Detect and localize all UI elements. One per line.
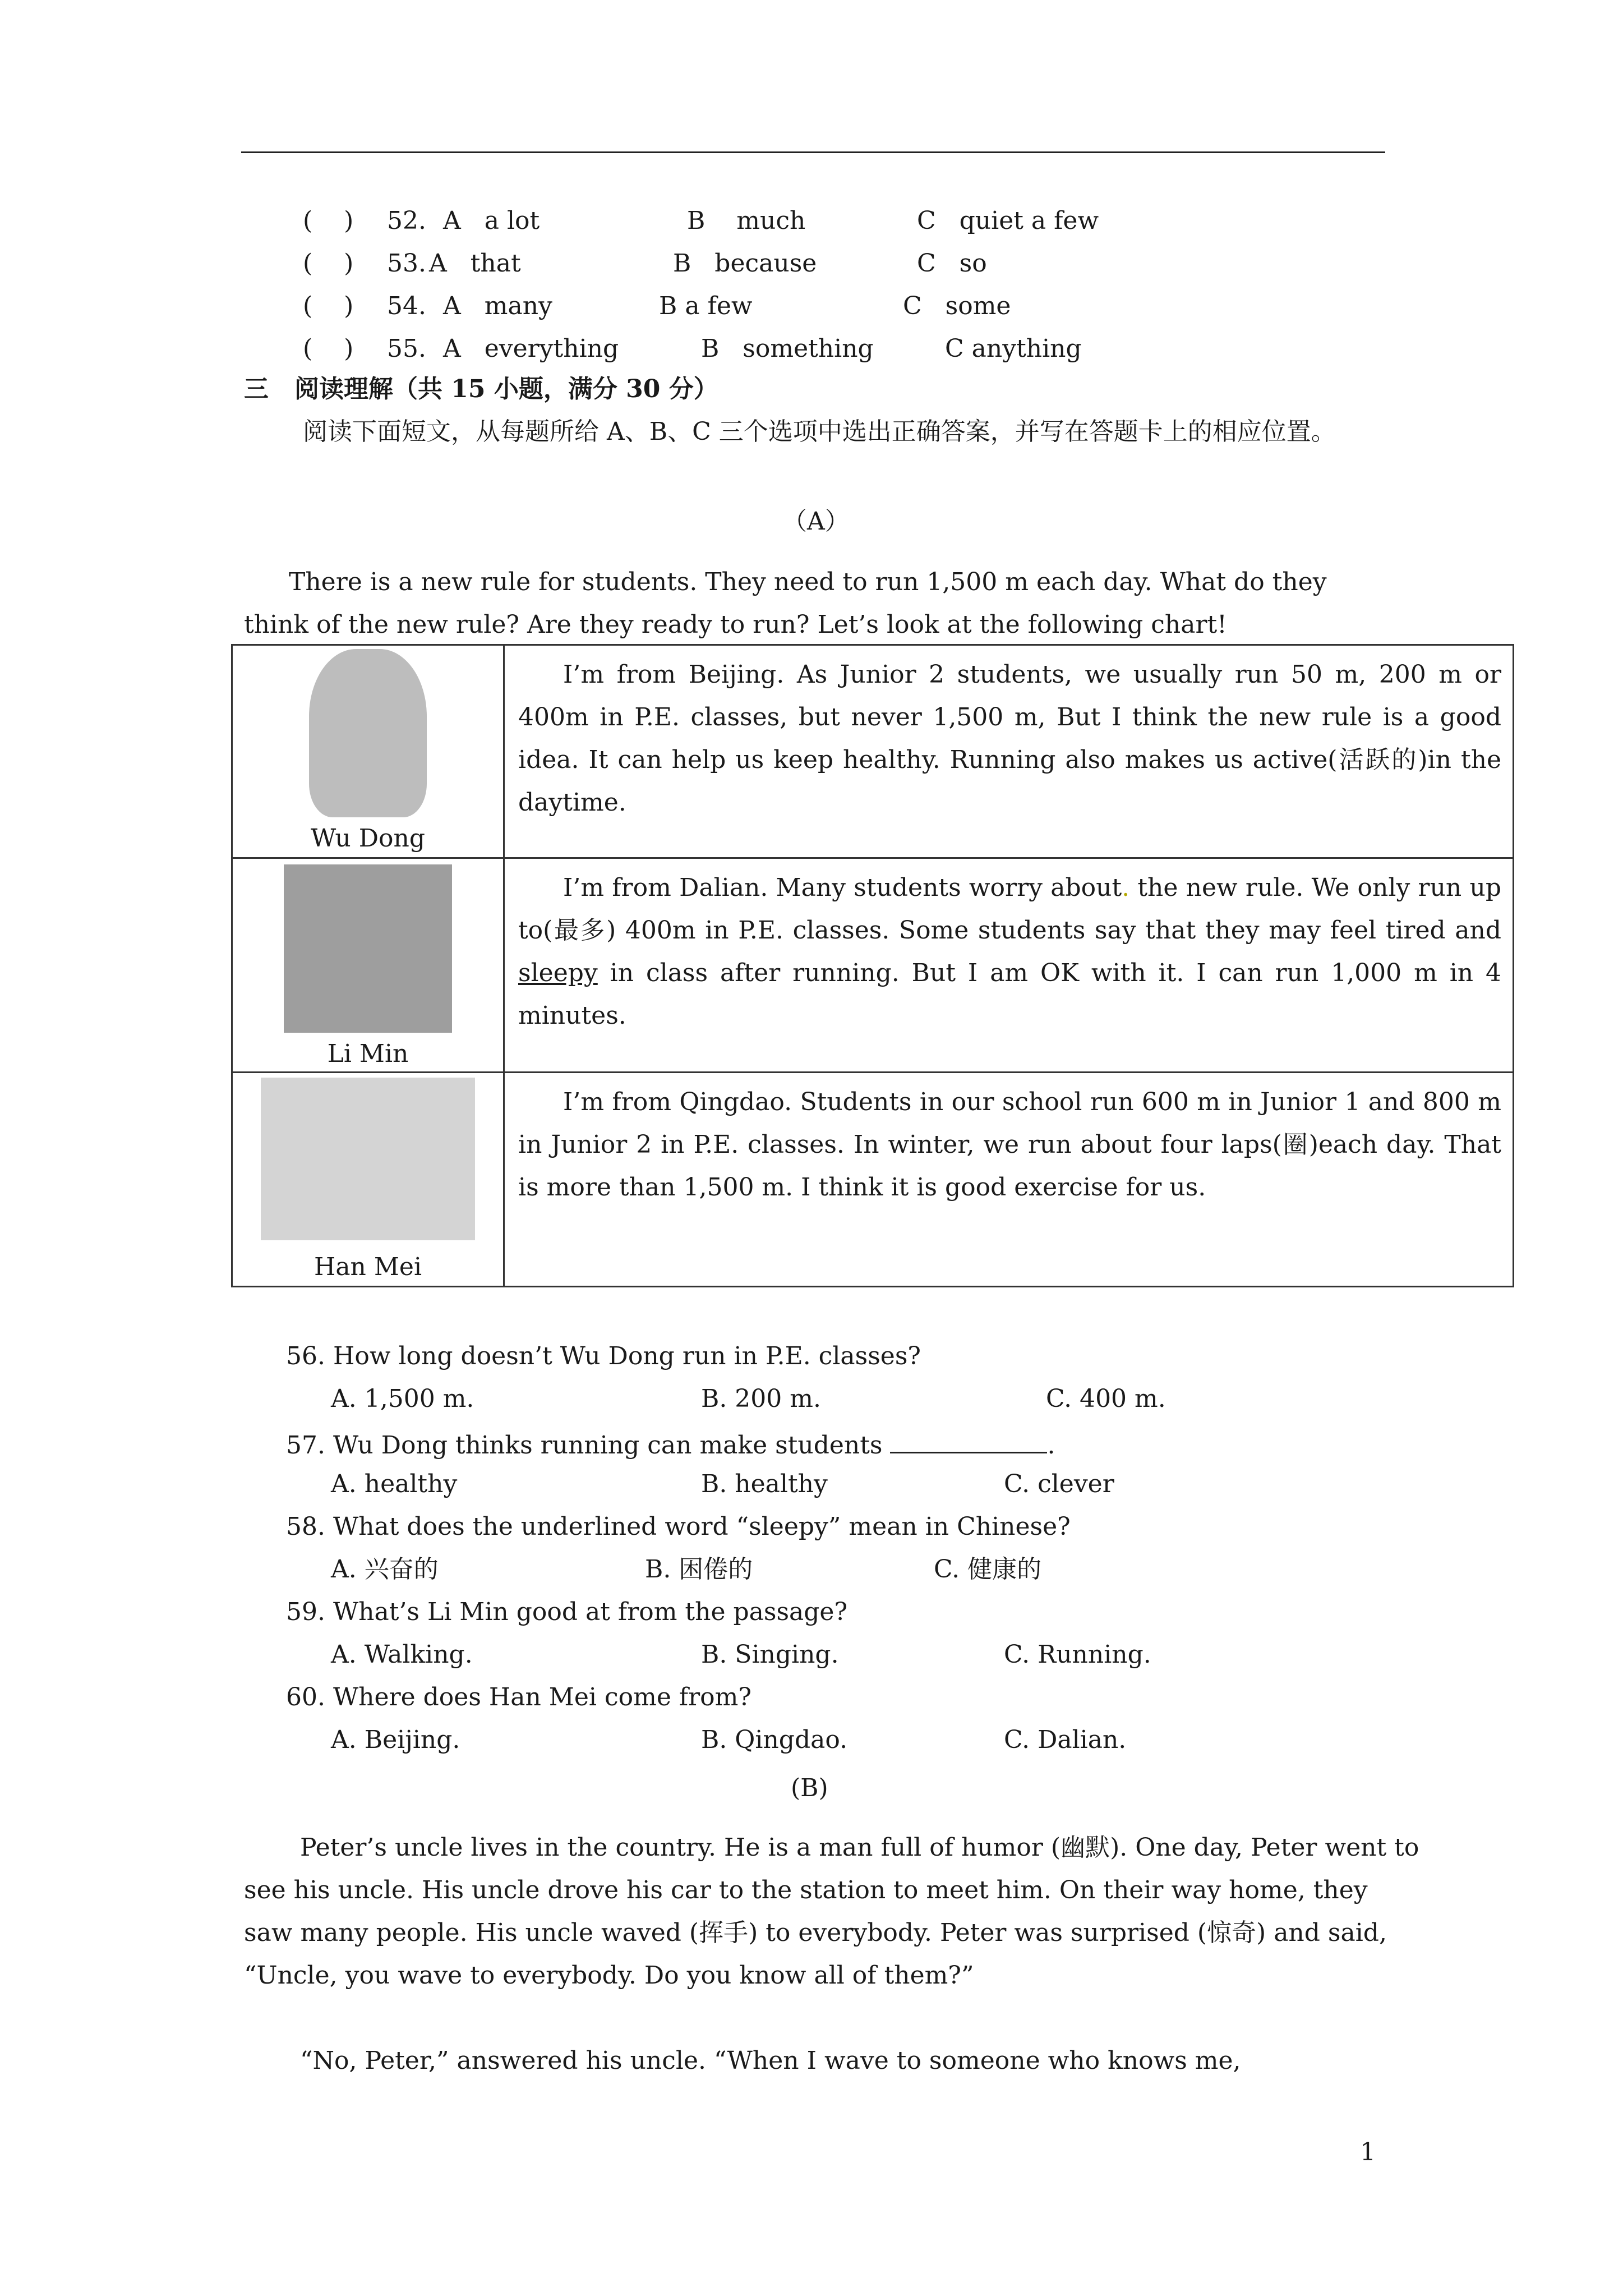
student-name: Wu Dong <box>310 824 426 853</box>
option-a: A that <box>429 249 521 278</box>
question-text <box>286 1429 1055 1458</box>
page-number: 1 <box>1360 2138 1376 2166</box>
choice-a: A. healthy <box>331 1470 458 1498</box>
choice-b: B. 困倦的 <box>645 1555 753 1584</box>
statement-part: the new rule. We only run up to(最多) 400m in P.E. classes. Some students say that they may feel tired and <box>518 873 1501 945</box>
choice-a: A. 兴奋的 <box>331 1555 439 1584</box>
student-statement: I’m from Qingdao. Students in our school run 600 m in Junior 1 and 800 m in Junior 2 in P.E. classes. In winter, we run about four laps(圈)each day. That is more than 1,500 m. I think it is good exercise for us. <box>518 1088 1501 1202</box>
option-b: B much <box>687 206 806 235</box>
option-c: C some <box>903 292 1011 320</box>
answer-paren: ( ) <box>303 249 354 278</box>
chart-row-han-mei <box>232 1073 1514 1287</box>
boy-photo-li-min <box>284 864 452 1033</box>
passage-b-paragraph: Peter’s uncle lives in the country. He is a man full of humor (幽默). One day, Peter went to see his uncle. His uncle drove his car to the station to meet him. On their way home, they saw many people. His uncle waved (挥手) to everybody. Peter was surprised (惊奇) and said, “Uncle, you wave to everybody. Do you know all of them?” <box>244 1833 1419 1990</box>
question-part: 57. Wu Dong thinks running can make students <box>286 1431 891 1460</box>
girl-photo-han-mei <box>261 1078 475 1240</box>
question-text: 56. How long doesn’t Wu Dong run in P.E. classes? <box>286 1342 921 1370</box>
student-name: Li Min <box>327 1039 409 1068</box>
option-a: A everything <box>443 334 619 363</box>
choice-c: C. Running. <box>1004 1640 1151 1669</box>
choice-c: C. 健康的 <box>934 1555 1042 1584</box>
answer-paren: ( ) <box>303 206 354 235</box>
choice-c: C. Dalian. <box>1004 1726 1127 1754</box>
question-part: . <box>1047 1431 1055 1460</box>
option-a: A many <box>443 292 552 320</box>
option-c: C so <box>917 249 987 278</box>
students-chart <box>231 644 1514 1287</box>
option-c: C anything <box>945 334 1082 363</box>
option-b: B a few <box>659 292 753 320</box>
choice-b: B. Singing. <box>701 1640 839 1669</box>
choice-c: C. 400 m. <box>1046 1384 1166 1413</box>
question-text: 58. What does the underlined word “sleepy” mean in Chinese? <box>286 1512 1071 1541</box>
question-text: 60. Where does Han Mei come from? <box>286 1683 751 1711</box>
choice-b: B. 200 m. <box>701 1384 821 1413</box>
choice-b: B. Qingdao. <box>701 1726 848 1754</box>
answer-blank <box>890 1429 1047 1453</box>
statement-part: in class after running. But I am OK with it. I can run 1,000 m in 4 minutes. <box>518 959 1501 1030</box>
chart-cell-photo <box>232 1073 504 1287</box>
question-number: 52. <box>387 206 426 235</box>
chart-cell-text <box>504 858 1514 1073</box>
header-rule <box>241 151 1385 153</box>
highlight-mark: . <box>1122 873 1130 902</box>
choice-a: A. 1,500 m. <box>331 1384 474 1413</box>
section-instruction: 阅读下面短文，从每题所给 A、B、C 三个选项中选出正确答案，并写在答题卡上的相应位置。 <box>303 417 1336 446</box>
statement-part: I’m from Dalian. Many students worry about <box>563 873 1122 902</box>
option-c: C quiet a few <box>917 206 1099 235</box>
passage-a-intro: There is a new rule for students. They need to run 1,500 m each day. What do they think of the new rule? Are they ready to run? Let’s look at the following chart! <box>244 568 1327 639</box>
chart-cell-text <box>504 645 1514 858</box>
option-b: B something <box>701 334 874 363</box>
section-heading: 三 阅读理解（共 15 小题，满分 30 分） <box>244 375 718 403</box>
passage-b-paragraph: “No, Peter,” answered his uncle. “When I wave to someone who knows me, <box>300 2046 1241 2075</box>
question-text: 59. What’s Li Min good at from the passage? <box>286 1598 848 1626</box>
option-b: B because <box>673 249 817 278</box>
choice-b: B. healthy <box>701 1470 828 1498</box>
student-name: Han Mei <box>313 1253 422 1281</box>
student-statement <box>505 859 1513 1037</box>
choice-a: A. Walking. <box>331 1640 473 1669</box>
answer-paren: ( ) <box>303 334 354 363</box>
option-a: A a lot <box>443 206 540 235</box>
underlined-word: sleepy <box>518 959 598 987</box>
chart-row-li-min <box>232 858 1514 1073</box>
passage-b-label: (B) <box>791 1774 828 1802</box>
answer-paren: ( ) <box>303 292 354 320</box>
question-number: 54. <box>387 292 426 320</box>
chart-cell-photo <box>232 645 504 858</box>
question-number: 55. <box>387 334 426 363</box>
chart-row-wu-dong <box>232 645 1514 858</box>
chart-cell-text <box>504 1073 1514 1287</box>
choice-c: C. clever <box>1004 1470 1114 1498</box>
student-statement: I’m from Beijing. As Junior 2 students, we usually run 50 m, 200 m or 400m in P.E. classes, but never 1,500 m, But I think the new rule is a good idea. It can help us keep healthy. Running also makes us active(活跃的)in the daytime. <box>518 660 1501 817</box>
question-number: 53. <box>387 249 426 278</box>
chart-cell-photo <box>232 858 504 1073</box>
choice-a: A. Beijing. <box>331 1726 460 1754</box>
boy-photo-wu-dong <box>309 649 427 817</box>
passage-a-label: （A） <box>782 507 850 536</box>
